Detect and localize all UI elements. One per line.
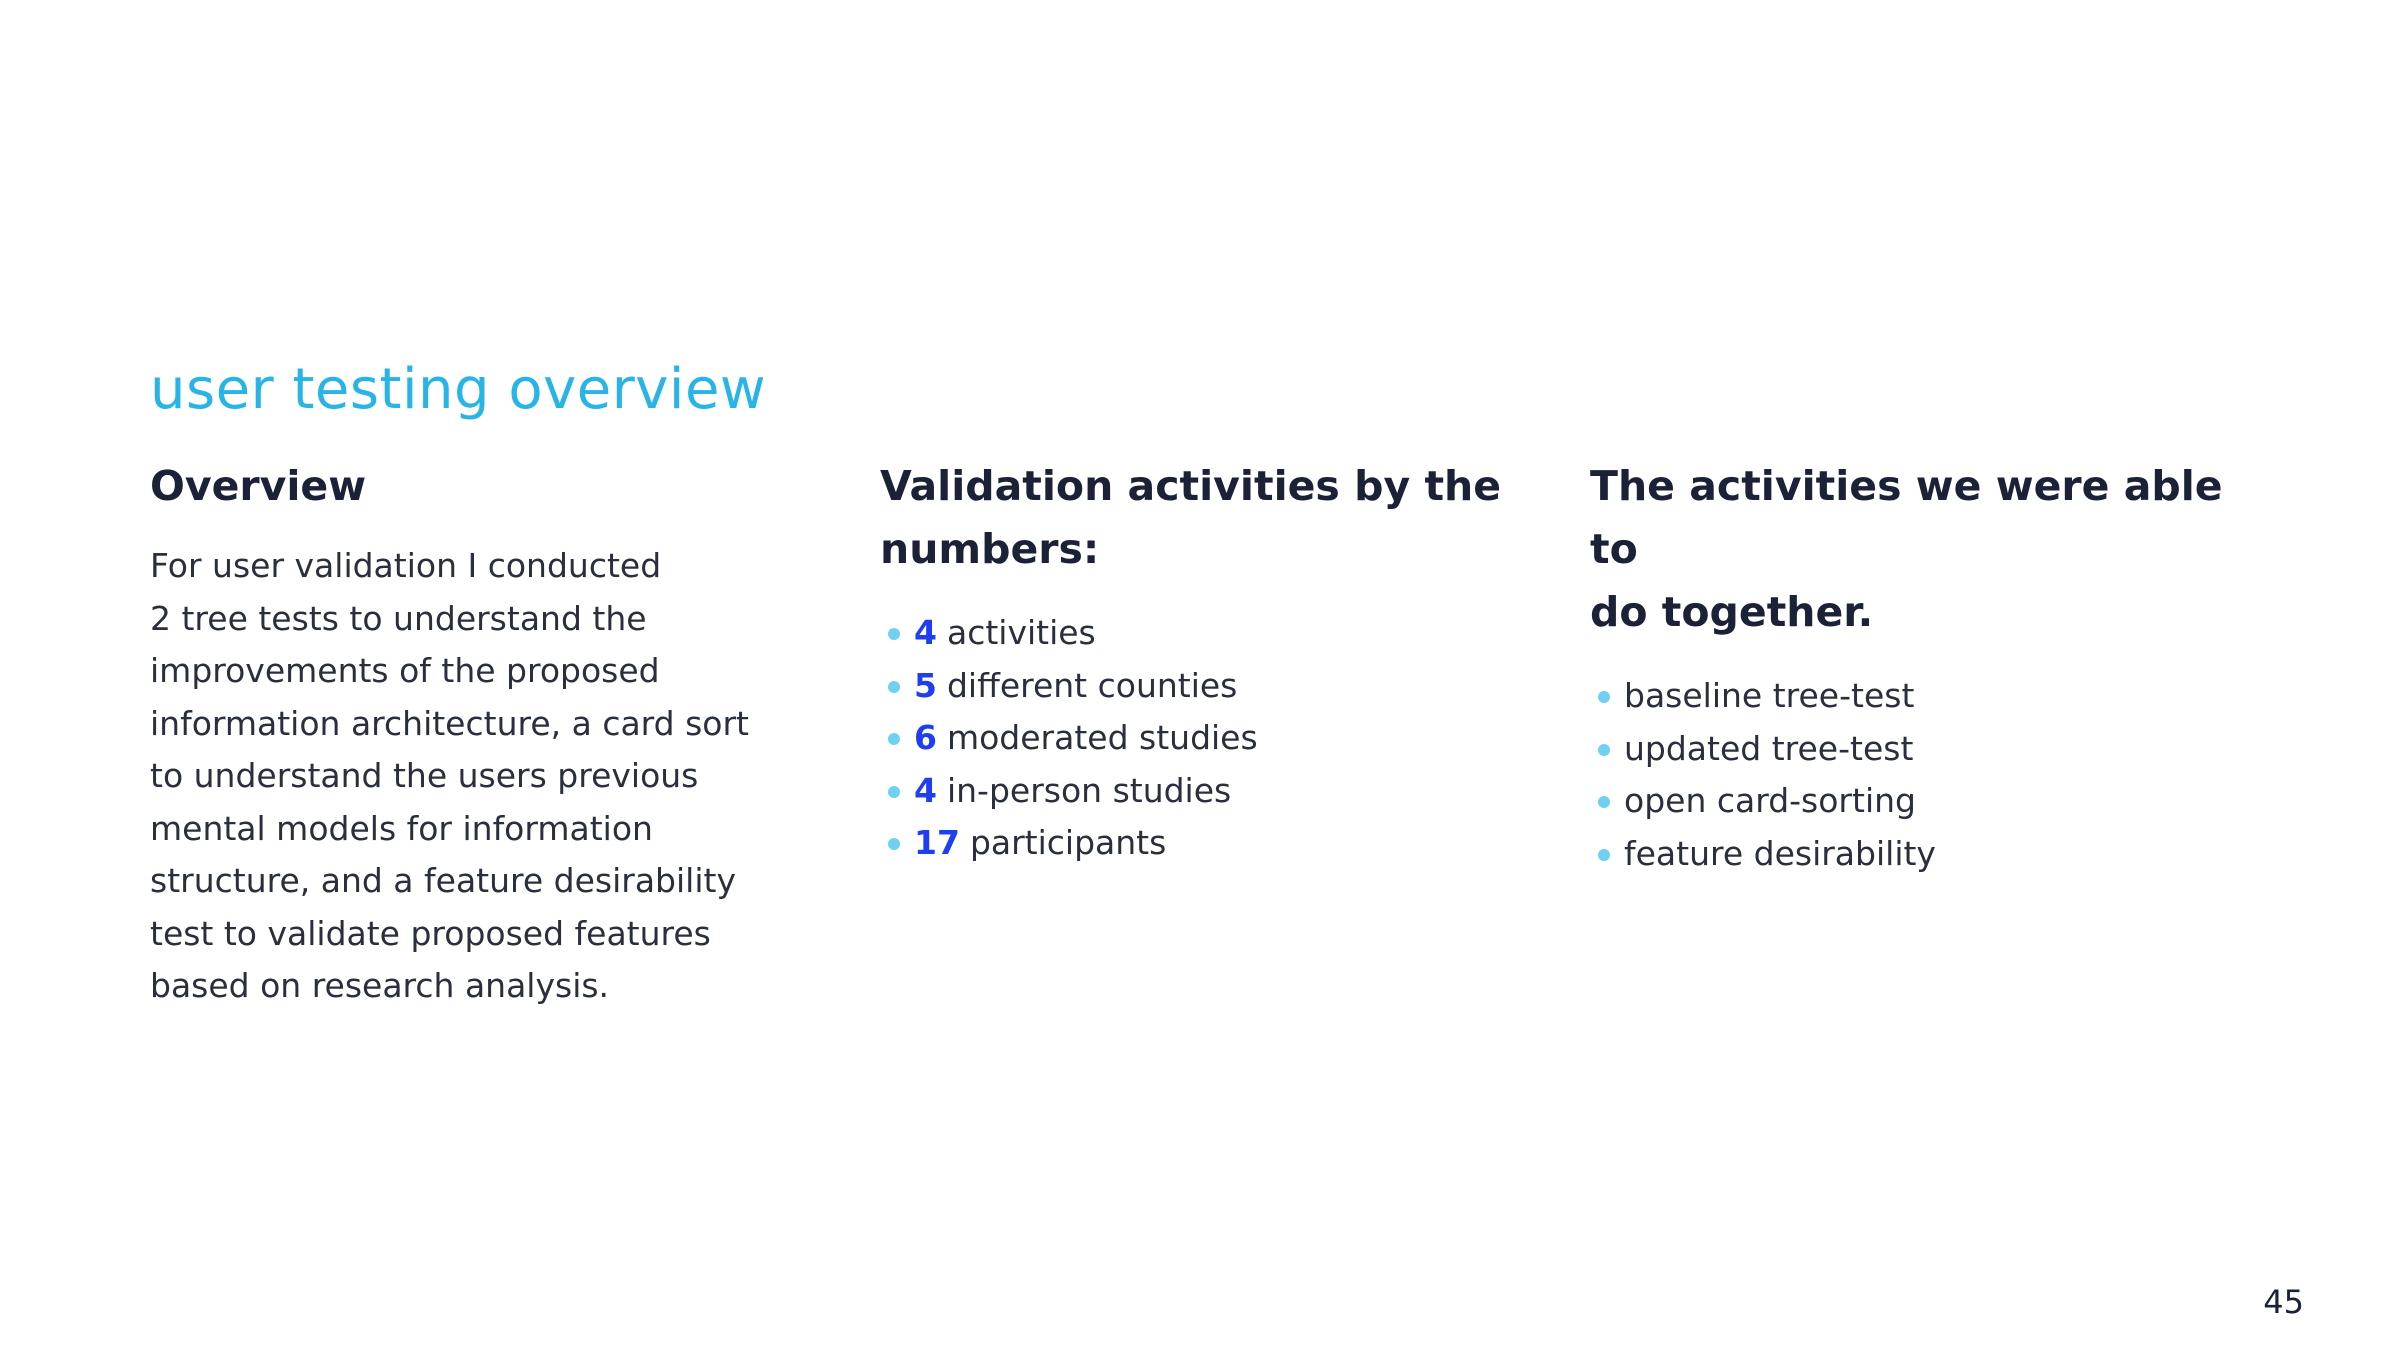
numbers-list-item	[880, 607, 1520, 660]
stat-label: participants	[969, 823, 1167, 862]
numbers-heading-line: Validation activities by the	[880, 462, 1502, 510]
page-number: 45	[2263, 1283, 2304, 1321]
bullet-dot-icon	[888, 733, 900, 745]
numbers-list-item	[880, 817, 1520, 870]
activities-list-item	[1590, 828, 2250, 881]
activities-list-item	[1590, 775, 2250, 828]
overview-line: For user validation I conducted	[150, 546, 662, 585]
stat-label: moderated studies	[946, 718, 1258, 757]
bullet-dot-icon	[888, 628, 900, 640]
stat-value: 6	[914, 718, 937, 757]
activity-label: open card-sorting	[1624, 781, 1916, 820]
stat-value: 17	[914, 823, 960, 862]
activities-list-item	[1590, 723, 2250, 776]
stat-value: 5	[914, 665, 937, 705]
bullet-dot-icon	[1598, 796, 1610, 808]
activities-heading-line: The activities we were able to	[1590, 462, 2223, 573]
activities-heading	[1590, 455, 2250, 644]
overview-column	[150, 455, 790, 1013]
numbers-list-item	[880, 660, 1520, 713]
stat-label: in-person studies	[946, 770, 1232, 810]
activity-label: feature desirability	[1624, 833, 1936, 873]
overview-heading: Overview	[150, 462, 367, 510]
numbers-list	[880, 607, 1520, 870]
overview-line: to understand the users previous	[150, 756, 699, 795]
stat-value: 4	[914, 613, 937, 652]
activity-label: updated tree-test	[1624, 728, 1914, 768]
activities-heading-line: do together.	[1590, 588, 1874, 636]
overview-line: 2 tree tests to understand the	[150, 598, 647, 638]
bullet-dot-icon	[1598, 849, 1610, 861]
activity-label: baseline tree-test	[1624, 676, 1915, 715]
overview-line: improvements of the proposed	[150, 651, 660, 690]
activities-list-item	[1590, 670, 2250, 723]
numbers-heading-line: numbers:	[880, 525, 1100, 573]
bullet-dot-icon	[888, 681, 900, 693]
stat-label: activities	[946, 613, 1096, 652]
overview-line: based on research analysis.	[150, 966, 610, 1005]
numbers-column	[880, 455, 1520, 870]
slide-title: user testing overview	[150, 357, 767, 422]
activities-column	[1590, 455, 2250, 880]
overview-line: test to validate proposed features	[150, 913, 711, 953]
numbers-list-item	[880, 765, 1520, 818]
bullet-dot-icon	[1598, 691, 1610, 703]
bullet-dot-icon	[888, 838, 900, 850]
overview-line: mental models for information	[150, 808, 653, 848]
stat-label: different counties	[946, 665, 1238, 705]
overview-line: structure, and a feature desirability	[150, 861, 736, 900]
bullet-dot-icon	[1598, 744, 1610, 756]
overview-line: information architecture, a card sort	[150, 703, 749, 743]
numbers-list-item	[880, 712, 1520, 765]
bullet-dot-icon	[888, 786, 900, 798]
numbers-heading	[880, 455, 1520, 581]
activities-list	[1590, 670, 2250, 880]
overview-paragraph	[150, 540, 790, 1013]
stat-value: 4	[914, 770, 937, 810]
